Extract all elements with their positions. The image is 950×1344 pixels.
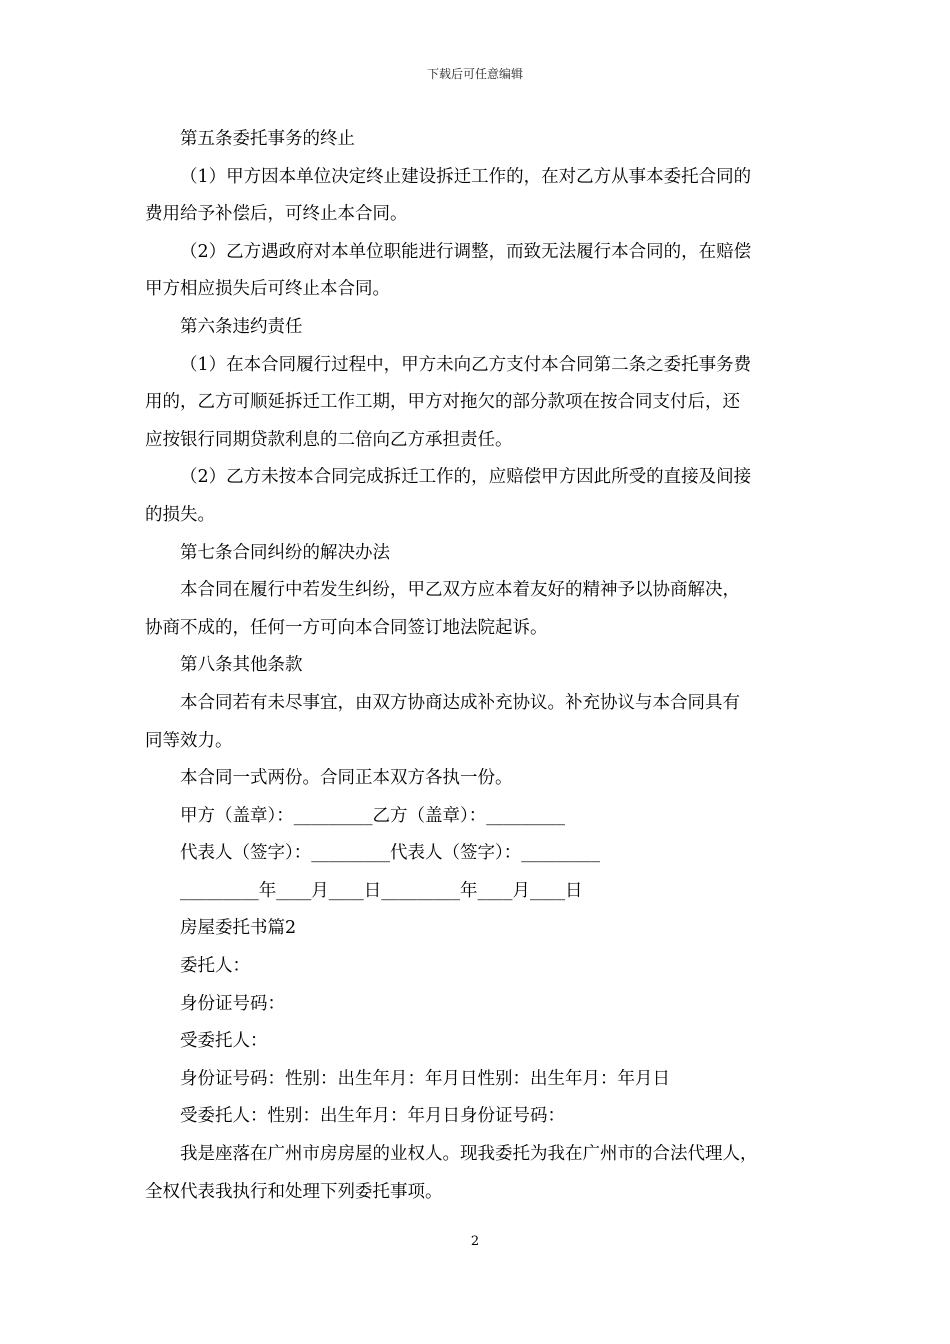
section-title	[145, 910, 805, 948]
text-line: 身份证号码：	[180, 993, 285, 1014]
text-line: 本合同若有未尽事宜，由双方协商达成补充协议。补充协议与本合同具有	[180, 692, 740, 713]
text-line: 受委托人：	[180, 1031, 268, 1052]
copies-statement	[145, 760, 805, 798]
clause-6-heading	[145, 309, 805, 347]
authorization-statement	[145, 1136, 805, 1211]
text-line: （1）甲方因本单位决定终止建设拆迁工作的，在对乙方从事本委托合同的	[180, 166, 752, 187]
text-line: 同等效力。	[145, 730, 233, 751]
signature-line	[145, 835, 805, 873]
text-line: 第五条委托事务的终止	[180, 129, 355, 149]
id-gender-birth-field	[145, 1061, 805, 1099]
text-line: 第七条合同纠纷的解决办法	[180, 542, 390, 563]
agent-gender-birth-field	[145, 1098, 805, 1136]
text-line: 第六条违约责任	[180, 316, 303, 337]
text-line: 甲方相应损失后可终止本合同。	[145, 279, 390, 300]
text-line: （2）乙方未按本合同完成拆迁工作的，应赔偿甲方因此所受的直接及间接	[180, 467, 752, 488]
text-line: 第八条其他条款	[180, 655, 303, 676]
text-line: 全权代表我执行和处理下列委托事项。	[145, 1181, 443, 1202]
clause-5-item-1	[145, 159, 805, 234]
page-header: 下载后可任意编辑	[426, 67, 523, 81]
text-line: 代表人（签字）：_________代表人（签字）：_________	[180, 843, 600, 864]
text-line: 本合同一式两份。合同正本双方各执一份。	[180, 768, 513, 789]
clause-8-heading	[145, 647, 805, 685]
clause-5-heading	[145, 121, 805, 159]
principal-field	[145, 948, 805, 986]
text-line: 本合同在履行中若发生纠纷，甲乙双方应本着友好的精神予以协商解决，	[180, 580, 740, 601]
text-line: 受委托人：性别：出生年月：年月日身份证号码：	[180, 1106, 565, 1127]
page-number: 2	[470, 1234, 480, 1249]
principal-id-field	[145, 986, 805, 1024]
text-line: 的损失。	[145, 504, 215, 525]
clause-5-item-2	[145, 234, 805, 309]
document-body	[145, 121, 805, 1211]
text-line: 身份证号码：性别：出生年月：年月日性别：出生年月：年月日	[180, 1068, 670, 1089]
text-line: 费用给予补偿后，可终止本合同。	[145, 204, 408, 225]
clause-7-heading	[145, 535, 805, 573]
text-line: （1）在本合同履行过程中，甲方未向乙方支付本合同第二条之委托事务费	[180, 354, 752, 375]
seal-line	[145, 798, 805, 836]
text-line: 房屋委托书篇2	[180, 918, 297, 939]
text-line: 委托人：	[180, 956, 250, 977]
text-line: 用的，乙方可顺延拆迁工作工期，甲方对拖欠的部分款项在按合同支付后，还	[145, 392, 740, 413]
text-line: 应按银行同期贷款利息的二倍向乙方承担责任。	[145, 429, 513, 450]
date-line	[145, 873, 805, 911]
text-line: 甲方（盖章）：_________乙方（盖章）：_________	[180, 805, 565, 826]
clause-6-item-1	[145, 347, 805, 460]
clause-8-body	[145, 685, 805, 760]
agent-field	[145, 1023, 805, 1061]
text-line: 我是座落在广州市房房屋的业权人。现我委托为我在广州市的合法代理人，	[180, 1144, 758, 1165]
text-line: _________年____月____日_________年____月____日	[180, 880, 583, 901]
clause-6-item-2	[145, 459, 805, 534]
clause-7-body	[145, 572, 805, 647]
text-line: 协商不成的，任何一方可向本合同签订地法院起诉。	[145, 617, 548, 638]
text-line: （2）乙方遇政府对本单位职能进行调整，而致无法履行本合同的，在赔偿	[180, 241, 752, 262]
